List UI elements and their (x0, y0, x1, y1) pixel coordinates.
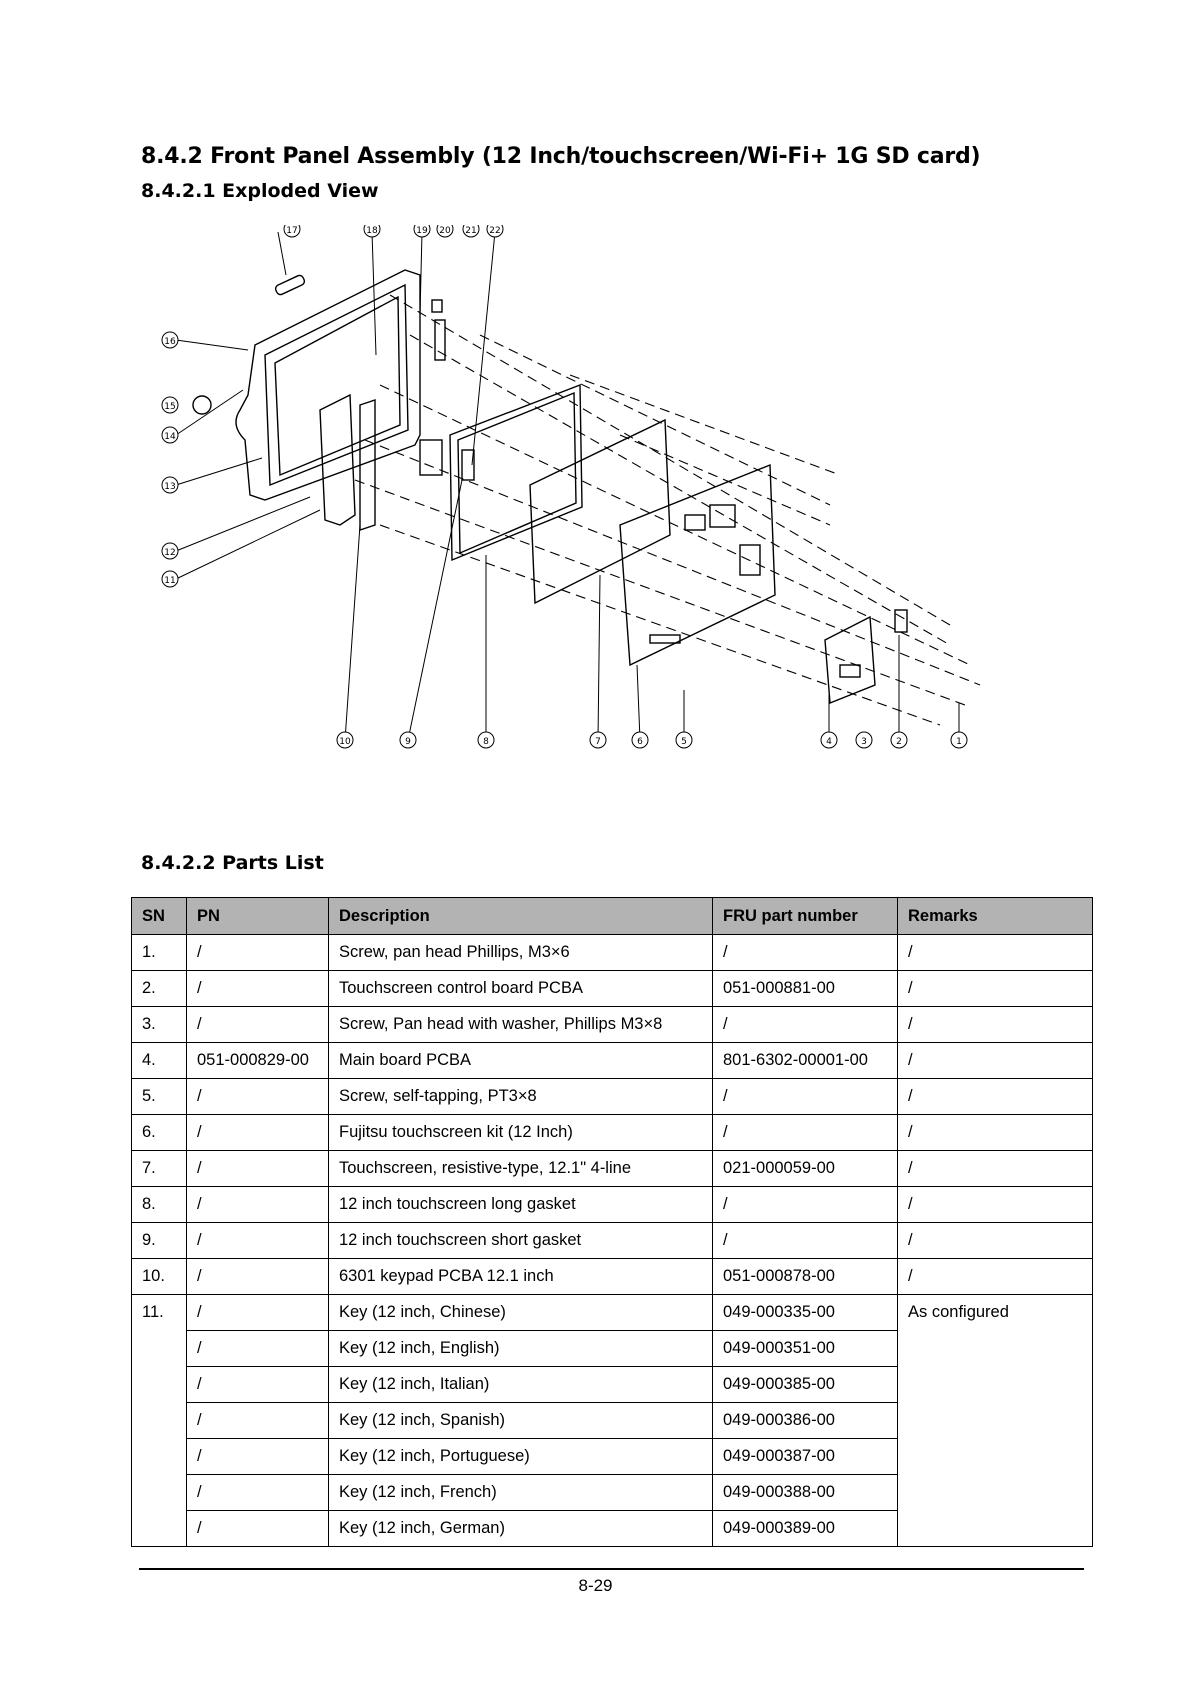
cell-remarks: / (898, 1223, 1093, 1259)
cell-fru: / (713, 1223, 898, 1259)
svg-text:9: 9 (405, 737, 411, 747)
cell-pn: / (187, 1115, 329, 1151)
callout-3 (856, 732, 872, 748)
svg-text:11: 11 (164, 576, 176, 586)
callout-8 (478, 732, 494, 748)
svg-text:1: 1 (956, 737, 962, 747)
callout-6 (632, 732, 648, 748)
svg-text:4: 4 (826, 737, 832, 747)
cell-remarks: / (898, 971, 1093, 1007)
cell-sn: 10. (132, 1259, 187, 1295)
cell-description: Screw, self-tapping, PT3×8 (329, 1079, 713, 1115)
cell-pn: / (187, 1007, 329, 1043)
parts-table (131, 897, 1093, 1547)
table-row (132, 971, 1093, 1007)
cell-sn: 6. (132, 1115, 187, 1151)
table-header-row (132, 898, 1093, 935)
cell-pn: / (187, 1079, 329, 1115)
svg-text:21: 21 (465, 226, 477, 236)
svg-text:8: 8 (483, 737, 489, 747)
cell-sn: 2. (132, 971, 187, 1007)
cell-fru: 801-6302-00001-00 (713, 1043, 898, 1079)
touchscreen-control-board (825, 610, 907, 703)
cell-remarks: / (898, 935, 1093, 971)
cell-pn: / (187, 1439, 329, 1475)
cell-description: Key (12 inch, Spanish) (329, 1403, 713, 1439)
cell-description: Fujitsu touchscreen kit (12 Inch) (329, 1115, 713, 1151)
cell-sn: 9. (132, 1223, 187, 1259)
svg-text:10: 10 (339, 737, 351, 747)
callout-2 (891, 732, 907, 748)
cell-fru: 049-000335-00 (713, 1295, 898, 1331)
callout-17 (284, 225, 300, 237)
cell-fru: / (713, 1115, 898, 1151)
table-row (132, 1043, 1093, 1079)
callout-15 (162, 397, 178, 413)
svg-text:22: 22 (489, 226, 501, 236)
cell-remarks: / (898, 1079, 1093, 1115)
cell-pn: / (187, 1223, 329, 1259)
cell-sn: 7. (132, 1151, 187, 1187)
header-pn: PN (187, 898, 329, 935)
svg-text:20: 20 (439, 226, 451, 236)
table-row (132, 1007, 1093, 1043)
cell-sn: 8. (132, 1187, 187, 1223)
exploded-view-diagram (150, 225, 1050, 815)
callout-9 (400, 732, 416, 748)
footer-rule (139, 1568, 1084, 1570)
cell-remarks: / (898, 1259, 1093, 1295)
cell-description: Touchscreen, resistive-type, 12.1" 4-line (329, 1151, 713, 1187)
svg-text:2: 2 (896, 737, 902, 747)
table-row (132, 935, 1093, 971)
callout-22 (487, 225, 503, 237)
callout-21 (463, 225, 479, 237)
table-row (132, 1115, 1093, 1151)
callout-18 (364, 225, 380, 237)
table-row (132, 1187, 1093, 1223)
cell-sn: 5. (132, 1079, 187, 1115)
cell-description: Key (12 inch, German) (329, 1511, 713, 1547)
exploded-view-heading: 8.4.2.1 Exploded View (141, 180, 379, 202)
page-number: 8-29 (578, 1576, 613, 1595)
callout-16 (162, 332, 178, 348)
leader-lines (176, 232, 959, 740)
cell-remarks: / (898, 1115, 1093, 1151)
cell-description: Key (12 inch, French) (329, 1475, 713, 1511)
cell-pn: / (187, 971, 329, 1007)
header-fru: FRU part number (713, 898, 898, 935)
callout-19 (414, 225, 430, 237)
table-row (132, 1151, 1093, 1187)
cell-description: Key (12 inch, Chinese) (329, 1295, 713, 1331)
cell-fru: 049-000386-00 (713, 1403, 898, 1439)
section-heading: 8.4.2 Front Panel Assembly (12 Inch/touchscreen/Wi-Fi+ 1G SD card) (141, 144, 981, 169)
gasket-frames (450, 385, 582, 560)
table-row (132, 1259, 1093, 1295)
cell-fru: / (713, 935, 898, 971)
svg-text:16: 16 (164, 337, 176, 347)
cell-fru: 049-000389-00 (713, 1511, 898, 1547)
cell-fru: / (713, 1007, 898, 1043)
cell-sn: 11. (132, 1295, 187, 1547)
header-description: Description (329, 898, 713, 935)
cell-pn: / (187, 1151, 329, 1187)
cell-fru: / (713, 1187, 898, 1223)
cell-sn: 4. (132, 1043, 187, 1079)
svg-text:17: 17 (286, 226, 298, 236)
svg-text:15: 15 (164, 402, 176, 412)
svg-text:5: 5 (681, 737, 687, 747)
cell-description: Screw, pan head Phillips, M3×6 (329, 935, 713, 971)
cell-fru: 049-000388-00 (713, 1475, 898, 1511)
callout-1 (951, 732, 967, 748)
cell-remarks: / (898, 1007, 1093, 1043)
cell-fru: 051-000881-00 (713, 971, 898, 1007)
cell-description: Main board PCBA (329, 1043, 713, 1079)
cell-description: Screw, Pan head with washer, Phillips M3×8 (329, 1007, 713, 1043)
cell-fru: 051-000878-00 (713, 1259, 898, 1295)
cell-sn: 1. (132, 935, 187, 971)
parts-list-heading: 8.4.2.2 Parts List (141, 852, 324, 874)
front-bezel (236, 270, 420, 530)
svg-text:6: 6 (637, 737, 643, 747)
cell-remarks: / (898, 1151, 1093, 1187)
cell-pn: / (187, 935, 329, 971)
cell-remarks: / (898, 1043, 1093, 1079)
cell-fru: / (713, 1079, 898, 1115)
cell-remarks: / (898, 1187, 1093, 1223)
cell-pn: / (187, 1259, 329, 1295)
callout-7 (590, 732, 606, 748)
table-row (132, 1079, 1093, 1115)
callout-11 (162, 571, 178, 587)
cell-pn: / (187, 1295, 329, 1331)
callout-20 (437, 225, 453, 237)
cell-pn: / (187, 1331, 329, 1367)
table-row (132, 1295, 1093, 1331)
cell-sn: 3. (132, 1007, 187, 1043)
cell-description: 6301 keypad PCBA 12.1 inch (329, 1259, 713, 1295)
cell-remarks: As configured (898, 1295, 1093, 1547)
header-remarks: Remarks (898, 898, 1093, 935)
svg-text:12: 12 (164, 548, 176, 558)
cell-description: Key (12 inch, Portuguese) (329, 1439, 713, 1475)
callout-labels (162, 225, 967, 748)
svg-text:19: 19 (416, 226, 428, 236)
svg-text:14: 14 (164, 432, 176, 442)
cell-description: Key (12 inch, Italian) (329, 1367, 713, 1403)
cell-pn: / (187, 1187, 329, 1223)
svg-text:13: 13 (164, 482, 176, 492)
cell-description: 12 inch touchscreen long gasket (329, 1187, 713, 1223)
cell-pn: / (187, 1475, 329, 1511)
callout-5 (676, 732, 692, 748)
cell-pn: 051-000829-00 (187, 1043, 329, 1079)
cell-description: Touchscreen control board PCBA (329, 971, 713, 1007)
header-sn: SN (132, 898, 187, 935)
cell-pn: / (187, 1511, 329, 1547)
callout-13 (162, 477, 178, 493)
cell-description: 12 inch touchscreen short gasket (329, 1223, 713, 1259)
cell-fru: 049-000385-00 (713, 1367, 898, 1403)
cell-fru: 049-000387-00 (713, 1439, 898, 1475)
svg-text:7: 7 (595, 737, 601, 747)
cell-fru: 021-000059-00 (713, 1151, 898, 1187)
cell-fru: 049-000351-00 (713, 1331, 898, 1367)
callout-14 (162, 427, 178, 443)
cell-pn: / (187, 1367, 329, 1403)
main-board (620, 465, 775, 665)
assembly-dashed-lines (355, 295, 980, 725)
callout-4 (821, 732, 837, 748)
cell-description: Key (12 inch, English) (329, 1331, 713, 1367)
svg-text:3: 3 (861, 737, 867, 747)
callout-10 (337, 732, 353, 748)
table-row (132, 1223, 1093, 1259)
callout-12 (162, 543, 178, 559)
cell-pn: / (187, 1403, 329, 1439)
svg-text:18: 18 (366, 226, 378, 236)
